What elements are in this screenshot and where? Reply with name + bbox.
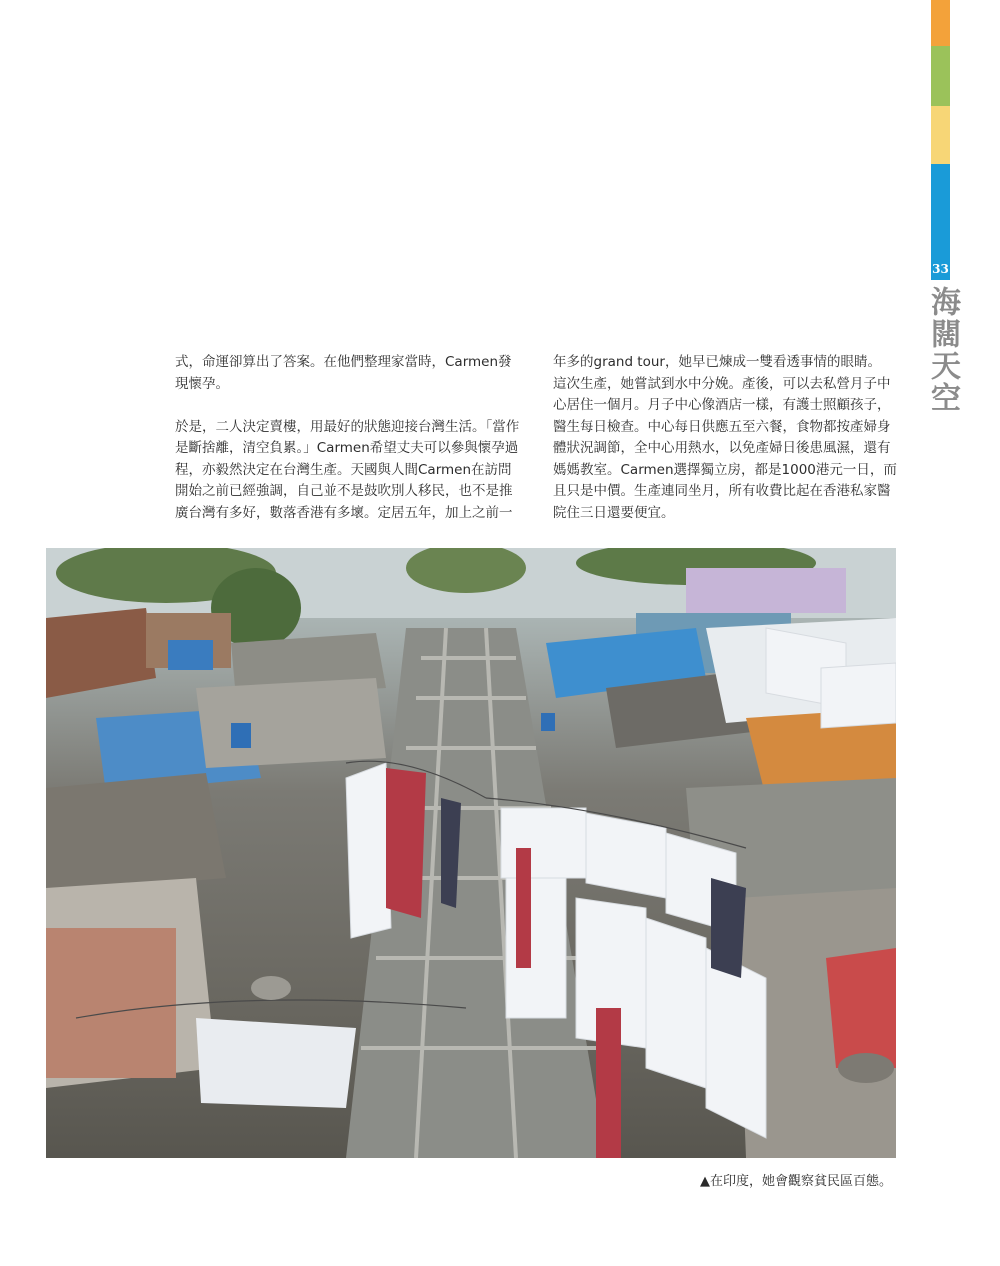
slum-laundry-photo xyxy=(46,548,896,1158)
color-tab-yellow xyxy=(931,106,950,164)
paragraph: 年多的grand tour，她早已煉成一雙看透事情的眼睛。 xyxy=(553,354,881,370)
color-tab-blue xyxy=(931,164,950,258)
photo-caption: ▲在印度，她會觀察貧民區百態。 xyxy=(700,1174,892,1189)
color-tab-orange xyxy=(931,0,950,46)
paragraph: 式，命運卻算出了答案。在他們整理家當時，Carmen發現懷孕。 xyxy=(175,354,512,392)
paragraph: 於是，二人決定賣樓，用最好的狀態迎接台灣生活。「當作是斷捨離，清空負累。」Carmen希望丈夫可以參與懷孕過程，亦毅然決定在台灣生產。天國與人間Carmen在訪問開始之前已經強調，自己並不是鼓吹別人移民，也不是推廣台灣有多好，數落香港有多壞。定居五年，加上之前一 xyxy=(175,418,520,521)
page-number: 33 xyxy=(931,258,950,280)
paragraph: 這次生產，她嘗試到水中分娩。產後，可以去私營月子中心居住一個月。月子中心像酒店一樣，有護士照顧孩子，醫生每日檢查。中心每日供應五至六餐，食物都按產婦身體狀況調節，全中心用熱水，以免產婦日後患風濕，還有媽媽教室。Carmen選擇獨立房，都是1000港元一日，而且只是中價。生產連同坐月，所有收費比起在香港私家醫院住三日還要便宜。 xyxy=(553,375,897,521)
article-column-right xyxy=(553,352,898,524)
section-title: 海闊天空 xyxy=(925,286,960,414)
color-tab-green xyxy=(931,46,950,106)
article-column-left xyxy=(175,352,520,524)
